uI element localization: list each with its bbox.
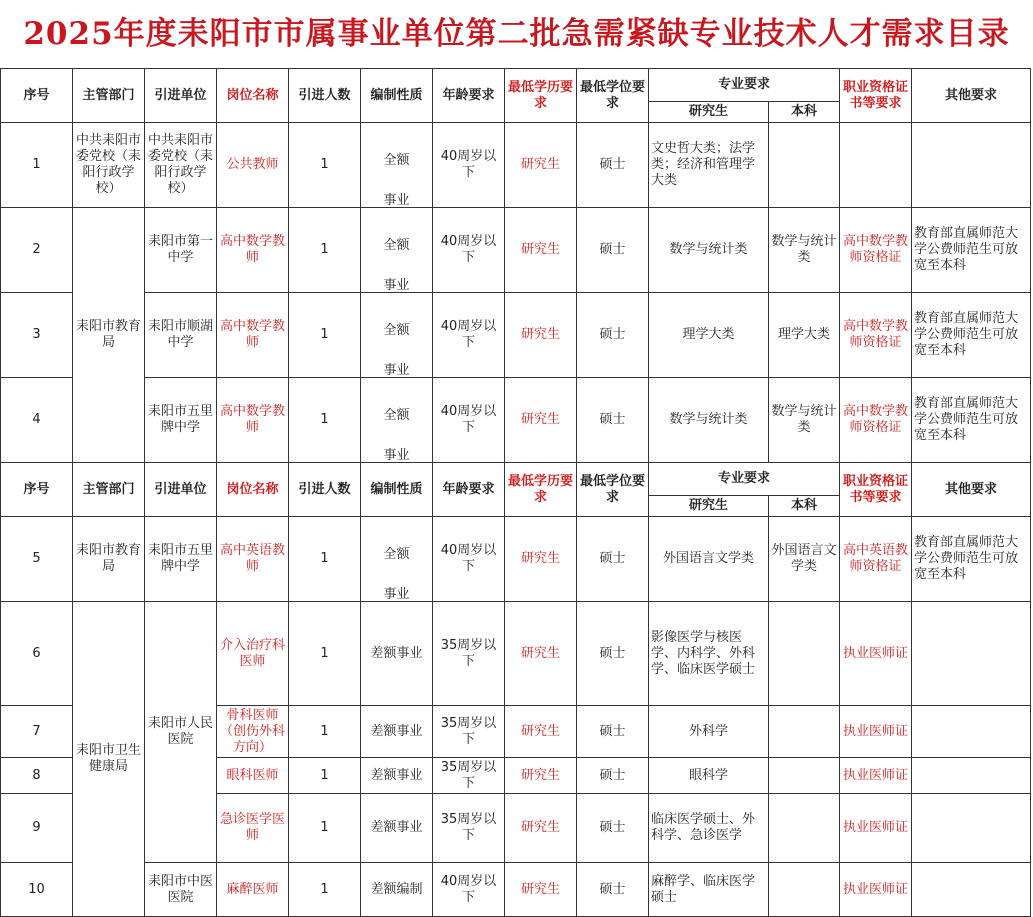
edu-cell: 研究生 [505,293,577,378]
undergrad-major-cell: 外国语言文学类 [769,517,840,602]
header-edu: 最低学历要求 [505,69,577,123]
header-post: 岗位名称 [217,463,289,517]
header-dept: 主管部门 [73,463,145,517]
seq-cell: 2 [1,208,73,293]
grad-major-cell: 文史哲大类；法学类；经济和管理学大类 [649,123,769,208]
header-edu: 最低学历要求 [505,463,577,517]
header-count: 引进人数 [289,69,361,123]
post-cell: 眼科医师 [217,758,289,794]
dept-cell: 耒阳市教育局 [73,517,145,602]
age-cell: 35周岁以下 [433,794,505,863]
unit-cell: 耒阳市人民医院 [145,602,217,863]
seq-cell: 7 [1,706,73,758]
nature-line2: 事业 [383,448,410,463]
undergrad-major-cell [769,123,840,208]
post-cell: 骨科医师（创伤外科方向） [217,706,289,758]
table-row [1,208,1031,293]
header-post: 岗位名称 [217,69,289,123]
edu-cell: 研究生 [505,517,577,602]
grad-major-cell: 外国语言文学类 [649,517,769,602]
grad-major-cell: 外科学 [649,706,769,758]
header-cert: 职业资格证书等要求 [840,69,912,123]
age-cell: 40周岁以下 [433,123,505,208]
count-cell: 1 [289,758,361,794]
nature-cell: 差额事业 [361,602,433,706]
cert-cell: 高中数学教师资格证 [840,378,912,463]
degree-cell: 硕士 [577,758,649,794]
degree-cell: 硕士 [577,602,649,706]
nature-line1: 全额 [383,408,410,423]
unit-cell: 中共耒阳市委党校（耒阳行政学校） [145,123,217,208]
unit-cell: 耒阳市五里牌中学 [145,517,217,602]
dept-cell: 耒阳市教育局 [73,208,145,463]
nature-cell [361,293,433,378]
header-seq: 序号 [1,69,73,123]
nature-line1: 全额 [383,238,410,253]
post-cell: 高中英语教师 [217,517,289,602]
nature-cell [361,378,433,463]
nature-line2: 事业 [383,278,410,293]
unit-cell: 耒阳市顺湖中学 [145,293,217,378]
header-undergrad: 本科 [769,496,840,517]
age-cell: 35周岁以下 [433,602,505,706]
header-degree: 最低学位要求 [577,69,649,123]
cert-cell: 高中英语教师资格证 [840,517,912,602]
post-cell: 高中数学教师 [217,378,289,463]
undergrad-major-cell: 数学与统计类 [769,378,840,463]
count-cell: 1 [289,123,361,208]
seq-cell: 3 [1,293,73,378]
edu-cell: 研究生 [505,794,577,863]
cert-cell: 高中数学教师资格证 [840,208,912,293]
header-seq: 序号 [1,463,73,517]
age-cell: 40周岁以下 [433,863,505,917]
seq-cell: 6 [1,602,73,706]
header-nature: 编制性质 [361,463,433,517]
edu-cell: 研究生 [505,123,577,208]
nature-cell [361,123,433,208]
post-cell: 高中数学教师 [217,208,289,293]
other-cell [912,123,1031,208]
count-cell: 1 [289,602,361,706]
age-cell: 35周岁以下 [433,758,505,794]
count-cell: 1 [289,863,361,917]
header-major: 专业要求 [649,69,840,102]
nature-line2: 事业 [383,193,410,208]
degree-cell: 硕士 [577,794,649,863]
other-cell [912,706,1031,758]
count-cell: 1 [289,378,361,463]
seq-cell: 8 [1,758,73,794]
other-cell [912,758,1031,794]
post-cell: 麻醉医师 [217,863,289,917]
seq-cell: 5 [1,517,73,602]
header-other: 其他要求 [912,69,1031,123]
age-cell: 40周岁以下 [433,378,505,463]
page-title: 2025年度耒阳市市属事业单位第二批急需紧缺专业技术人才需求目录 [23,16,1010,52]
degree-cell: 硕士 [577,378,649,463]
header-age: 年龄要求 [433,69,505,123]
nature-line1: 全额 [383,547,410,562]
other-cell: 教育部直属师范大学公费师范生可放宽至本科 [912,517,1031,602]
header-major: 专业要求 [649,463,840,496]
edu-cell: 研究生 [505,758,577,794]
header-count: 引进人数 [289,463,361,517]
post-cell: 介入治疗科医师 [217,602,289,706]
undergrad-major-cell [769,758,840,794]
unit-cell: 耒阳市五里牌中学 [145,378,217,463]
table-row [1,123,1031,208]
unit-cell: 耒阳市中医医院 [145,863,217,917]
other-cell: 教育部直属师范大学公费师范生可放宽至本科 [912,378,1031,463]
degree-cell: 硕士 [577,123,649,208]
undergrad-major-cell [769,706,840,758]
post-cell: 公共教师 [217,123,289,208]
edu-cell: 研究生 [505,863,577,917]
header-undergrad: 本科 [769,102,840,123]
nature-line1: 全额 [383,323,410,338]
edu-cell: 研究生 [505,602,577,706]
cert-cell: 执业医师证 [840,794,912,863]
header-grad: 研究生 [649,496,769,517]
header-other: 其他要求 [912,463,1031,517]
nature-cell: 差额编制 [361,863,433,917]
other-cell: 教育部直属师范大学公费师范生可放宽至本科 [912,293,1031,378]
nature-cell: 差额事业 [361,794,433,863]
grad-major-cell: 临床医学硕士、外科学、急诊医学 [649,794,769,863]
dept-cell: 中共耒阳市委党校（耒阳行政学校） [73,123,145,208]
count-cell: 1 [289,293,361,378]
header-nature: 编制性质 [361,69,433,123]
grad-major-cell: 理学大类 [649,293,769,378]
grad-major-cell: 麻醉学、临床医学硕士 [649,863,769,917]
other-cell: 教育部直属师范大学公费师范生可放宽至本科 [912,208,1031,293]
count-cell: 1 [289,517,361,602]
degree-cell: 硕士 [577,706,649,758]
table-row [1,378,1031,463]
table-row [1,517,1031,602]
cert-cell: 执业医师证 [840,863,912,917]
seq-cell: 4 [1,378,73,463]
edu-cell: 研究生 [505,208,577,293]
other-cell [912,863,1031,917]
degree-cell: 硕士 [577,293,649,378]
talent-demand-table [0,68,1031,917]
age-cell: 40周岁以下 [433,293,505,378]
header-dept: 主管部门 [73,69,145,123]
cert-cell: 执业医师证 [840,706,912,758]
cert-cell: 执业医师证 [840,602,912,706]
nature-cell [361,517,433,602]
undergrad-major-cell: 数学与统计类 [769,208,840,293]
age-cell: 40周岁以下 [433,208,505,293]
nature-cell: 差额事业 [361,758,433,794]
degree-cell: 硕士 [577,208,649,293]
undergrad-major-cell [769,863,840,917]
edu-cell: 研究生 [505,378,577,463]
header-degree: 最低学位要求 [577,463,649,517]
count-cell: 1 [289,794,361,863]
post-cell: 急诊医学医师 [217,794,289,863]
age-cell: 40周岁以下 [433,517,505,602]
unit-cell: 耒阳市第一中学 [145,208,217,293]
cert-cell [840,123,912,208]
header-row [1,69,1031,102]
other-cell [912,602,1031,706]
count-cell: 1 [289,706,361,758]
seq-cell: 1 [1,123,73,208]
edu-cell: 研究生 [505,706,577,758]
nature-cell: 差额事业 [361,706,433,758]
count-cell: 1 [289,208,361,293]
header-row-repeat [1,463,1031,496]
nature-line1: 全额 [383,153,410,168]
grad-major-cell: 眼科学 [649,758,769,794]
undergrad-major-cell: 理学大类 [769,293,840,378]
seq-cell: 10 [1,863,73,917]
cert-cell: 高中数学教师资格证 [840,293,912,378]
header-cert: 职业资格证书等要求 [840,463,912,517]
seq-cell: 9 [1,794,73,863]
other-cell [912,794,1031,863]
undergrad-major-cell [769,602,840,706]
dept-cell: 耒阳市卫生健康局 [73,602,145,917]
header-unit: 引进单位 [145,69,217,123]
nature-line2: 事业 [383,587,410,602]
table-row [1,602,1031,706]
table-row [1,293,1031,378]
degree-cell: 硕士 [577,863,649,917]
grad-major-cell: 数学与统计类 [649,208,769,293]
nature-line2: 事业 [383,363,410,378]
cert-cell: 执业医师证 [840,758,912,794]
header-unit: 引进单位 [145,463,217,517]
header-age: 年龄要求 [433,463,505,517]
table-row [1,863,1031,917]
age-cell: 35周岁以下 [433,706,505,758]
nature-cell [361,208,433,293]
grad-major-cell: 数学与统计类 [649,378,769,463]
degree-cell: 硕士 [577,517,649,602]
post-cell: 高中数学教师 [217,293,289,378]
grad-major-cell: 影像医学与核医学、内科学、外科学、临床医学硕士 [649,602,769,706]
undergrad-major-cell [769,794,840,863]
header-grad: 研究生 [649,102,769,123]
